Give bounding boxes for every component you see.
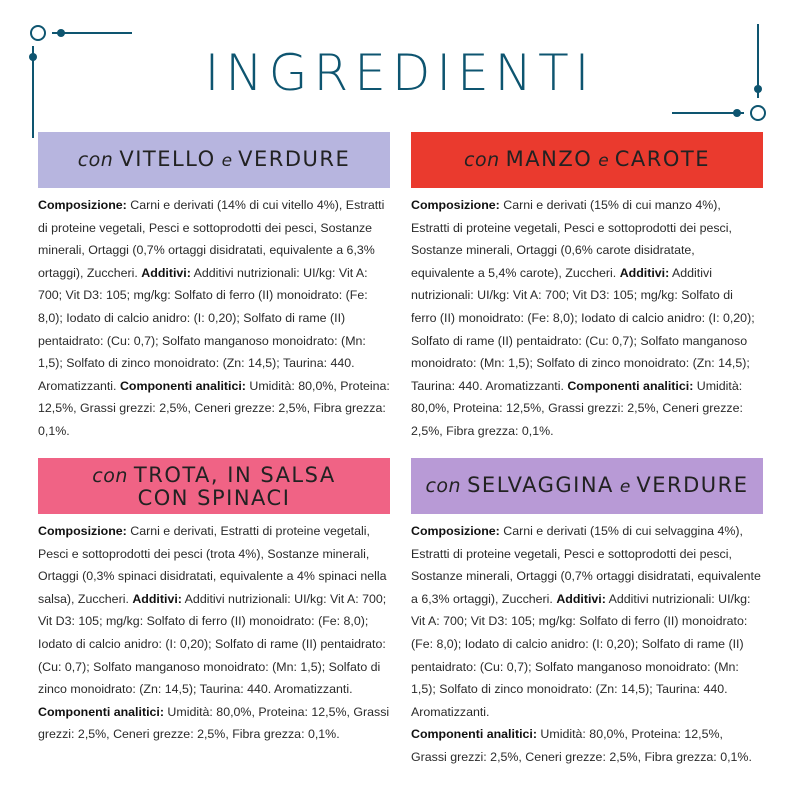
additivi-label: Additivi: [556, 591, 606, 606]
additivi-text: Additivi nutrizionali: UI/kg: Vit A: 700; Vit D3: 105; mg/kg: Solfato di ferro (II) monoidrato: (Fe: 8,0); Iodato di calcio anidro: (I: 0,20); Solfato di rame (II) pentaidrato: (Cu: 0,7); Solfato manganoso monoidrato: (Mn: 1,5); Solfato di zinco monoidrato: (Zn: 14,5); Taurina: 440. Aromatizzanti. [38, 591, 387, 697]
header-name1: MANZO [505, 147, 593, 171]
header-name2: VERDURE [238, 147, 351, 171]
composizione-label: Composizione: [38, 524, 127, 538]
panel-body-vitello [38, 194, 390, 443]
page-title: INGREDIENTI [204, 44, 596, 102]
componenti-label: Componenti analitici: [119, 378, 246, 393]
panel-header-manzo [411, 132, 763, 188]
composizione-text: Carni e derivati (14% di cui vitello 4%), Estratti di proteine vegetali, Pesci e sottoprodotti dei pesci, Sostanze minerali, Ortaggi (0,7% ortaggi disidratati, equivalente a 6,3% ortaggi), Zuccheri. [38, 198, 385, 280]
additivi-label: Additivi: [132, 591, 182, 606]
header-con: con [77, 149, 114, 171]
componenti-label: Componenti analitici: [38, 704, 164, 719]
componenti-text: Umidità: 80,0%, Proteina: 12,5%, Grassi grezzi: 2,5%, Ceneri grezze: 2,5%, Fibra grezza: 0,1%. [411, 727, 752, 764]
header-name2: VERDURE [636, 473, 749, 497]
header-name1: TROTA, IN SALSA [133, 462, 336, 487]
additivi-label: Additivi: [619, 265, 670, 280]
header-con: con [464, 149, 500, 171]
header-con: con [92, 464, 128, 487]
additivi-text: Additivi nutrizionali: UI/kg: Vit A: 700; Vit D3: 105; mg/kg: Solfato di ferro (II) monoidrato: (Fe: 8,0); Iodato di calcio anidro: (I: 0,20); Solfato di rame (II) pentaidrato: (Cu: 0,7); Solfato manganoso monoidrato: (Mn: 1,5); Solfato di zinco monoidrato: (Zn: 14,5); Taurina: 440. Aromatizzanti. [411, 591, 751, 719]
header-e: e [598, 151, 609, 171]
additivi-label: Additivi: [141, 265, 191, 280]
header-name1: VITELLO [119, 147, 216, 171]
composizione-label: Composizione: [38, 198, 127, 212]
composizione-text: Carni e derivati (15% di cui manzo 4%), Estratti di proteine vegetali, Pesci e sottoprodotti dei pesci, Sostanze minerali, Ortaggi (0,6% carote disidratate, equivalente a 5,4% carote), Zuccheri. [411, 198, 732, 280]
panel-header-selvaggina [411, 458, 763, 514]
header-name1: SELVAGGINA [467, 473, 614, 497]
panel-header-vitello [38, 132, 390, 188]
componenti-label: Componenti analitici: [567, 378, 694, 393]
header-e: e [221, 151, 233, 171]
header-line2: CON SPINACI [137, 485, 291, 510]
panel-header-trota [38, 458, 390, 514]
componenti-label: Componenti analitici: [411, 727, 537, 742]
header-e: e [619, 477, 631, 497]
header-name2: CAROTE [614, 147, 710, 171]
componenti-text: Umidità: 80,0%, Proteina: 12,5%, Grassi grezzi: 2,5%, Ceneri grezze: 2,5%, Fibra grezza: 0,1%. [38, 378, 390, 438]
componenti-text: Umidità: 80,0%, Proteina: 12,5%, Grassi grezzi: 2,5%, Ceneri grezze: 2,5%, Fibra grezza: 0,1%. [38, 704, 390, 742]
componenti-text: Umidità: 80,0%, Proteina: 12,5%, Grassi grezzi: 2,5%, Ceneri grezze: 2,5%, Fibra grezza: 0,1%. [411, 378, 743, 438]
panel-body-selvaggina [411, 520, 761, 769]
composizione-label: Composizione: [411, 524, 500, 538]
panel-body-manzo [411, 194, 761, 443]
composizione-text: Carni e derivati (15% di cui selvaggina 4%), Estratti di proteine vegetali, Pesci e sottoprodotti dei pesci, Sostanze minerali, Ortaggi (0,7% ortaggi disidratati, equivalente a 6,3% ortaggi), Zuccheri. [411, 524, 761, 606]
header-con: con [425, 475, 462, 497]
additivi-text: Additivi nutrizionali: UI/kg: Vit A: 700; Vit D3: 105; mg/kg: Solfato di ferro (II) monoidrato: (Fe: 8,0); Iodato di calcio anidro: (I: 0,20); Solfato di rame (II) pentaidrato: (Cu: 0,7); Solfato manganoso monoidrato: (Mn: 1,5); Solfato di zinco monoidrato: (Zn: 14,5); Taurina: 440. Aromatizzanti. [411, 265, 755, 393]
composizione-label: Composizione: [411, 198, 500, 212]
composizione-text: Carni e derivati, Estratti di proteine vegetali, Pesci e sottoprodotti dei pesci (trota 4%), Sostanze minerali, Ortaggi (0,3% spinaci disidratati, equivalente a 4% spinaci nella salsa), Zuccheri. [38, 524, 387, 606]
panel-body-trota [38, 520, 390, 746]
additivi-text: Additivi nutrizionali: UI/kg: Vit A: 700; Vit D3: 105; mg/kg: Solfato di ferro (II) monoidrato: (Fe: 8,0); Iodato di calcio anidro: (I: 0,20); Solfato di rame (II) pentaidrato: (Cu: 0,7); Solfato manganoso monoidrato: (Mn: 1,5); Solfato di zinco monoidrato: (Zn: 14,5); Taurina: 440. Aromatizzanti. [38, 265, 368, 393]
